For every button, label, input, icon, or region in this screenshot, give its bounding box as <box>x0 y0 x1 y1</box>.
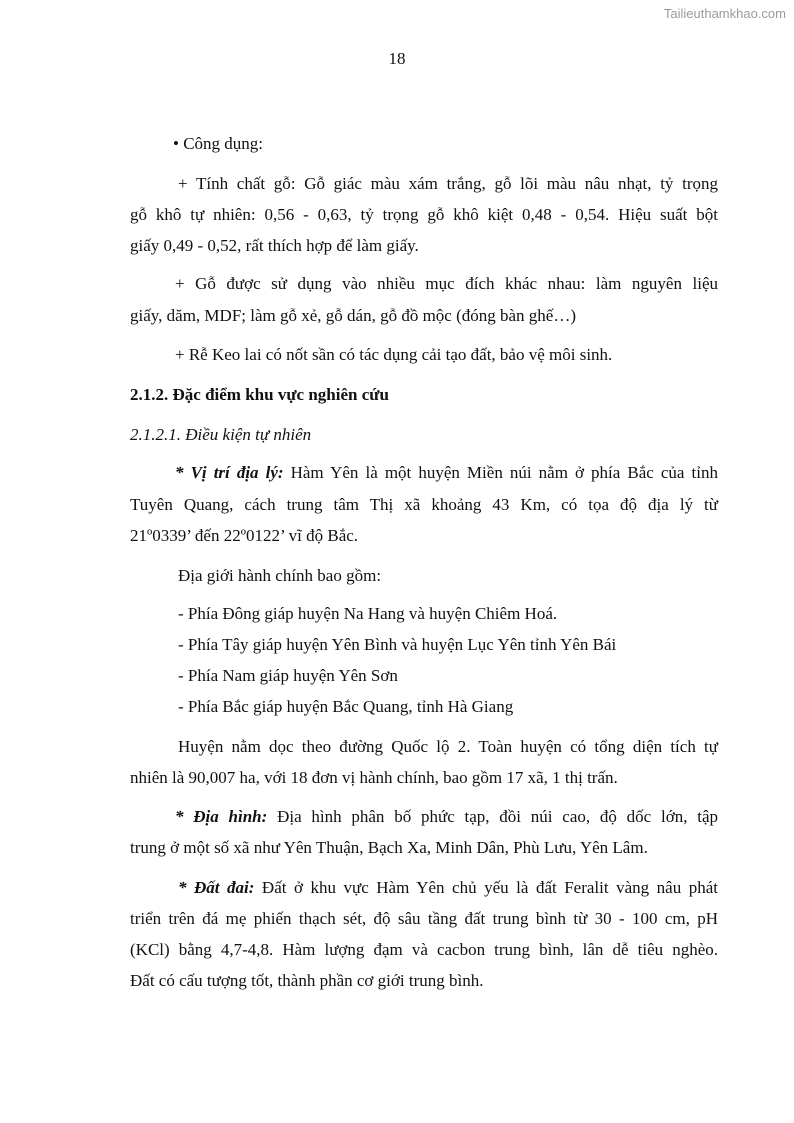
dat-dai-line-2: triển trên đá mẹ phiến thạch sét, độ sâu tầng đất trung bình từ 30 - 100 cm, pH <box>130 909 718 928</box>
tinh-chat-line-1: + Tính chất gỗ: Gỗ giác màu xám trắng, gỗ lõi màu nâu nhạt, tỷ trọng <box>178 174 718 193</box>
dia-gioi-tay: - Phía Tây giáp huyện Yên Bình và huyện Lục Yên tỉnh Yên Bái <box>178 635 617 654</box>
dia-hinh-line-2: trung ở một số xã như Yên Thuận, Bạch Xa, Minh Dân, Phù Lưu, Yên Lâm. <box>130 838 648 857</box>
dat-dai-line-3: (KCl) bằng 4,7-4,8. Hàm lượng đạm và cacbon trung bình, lân dễ tiêu nghèo. <box>130 940 718 959</box>
dia-gioi-bac: - Phía Bắc giáp huyện Bắc Quang, tỉnh Hà Giang <box>178 697 514 716</box>
vi-tri-line-2: Tuyên Quang, cách trung tâm Thị xã khoảng 43 Km, có tọa độ địa lý từ <box>130 495 718 514</box>
dat-dai-line-1: * Đất đai: Đất ở khu vực Hàm Yên chủ yếu là đất Feralit vàng nâu phát <box>178 878 718 897</box>
vi-tri-line-3: 21º0339’ đến 22º0122’ vĩ độ Bắc. <box>130 526 359 545</box>
huyen-line-2: nhiên là 90,007 ha, với 18 đơn vị hành chính, bao gồm 17 xã, 1 thị trấn. <box>130 768 618 787</box>
page-number: 18 <box>388 49 406 68</box>
dia-hinh-label: * Địa hình: <box>175 807 268 826</box>
tinh-chat-line-2: gỗ khô tự nhiên: 0,56 - 0,63, tỷ trọng gỗ khô kiệt 0,48 - 0,54. Hiệu suất bột <box>130 205 718 224</box>
cong-dung-heading: • Công dụng: <box>173 134 264 153</box>
re-keo-line: + Rễ Keo lai có nốt sần có tác dụng cải tạo đất, bảo vệ môi sinh. <box>175 345 613 364</box>
section-heading-212: 2.1.2. Đặc điểm khu vực nghiên cứu <box>130 385 389 404</box>
watermark: Tailieuthamkhao.com <box>663 6 786 21</box>
su-dung-line-2: giấy, dăm, MDF; làm gỗ xẻ, gỗ dán, gỗ đồ mộc (đóng bàn ghế…) <box>130 306 577 325</box>
dat-dai-label: * Đất đai: <box>178 878 255 897</box>
vi-tri-label: * Vị trí địa lý: <box>175 463 284 482</box>
vi-tri-line-1: * Vị trí địa lý: Hàm Yên là một huyện Miền núi nằm ở phía Bắc của tỉnh <box>175 463 718 482</box>
section-heading-2121: 2.1.2.1. Điều kiện tự nhiên <box>130 425 312 444</box>
dat-dai-line-4: Đất có cấu tượng tốt, thành phần cơ giới trung bình. <box>130 971 484 990</box>
tinh-chat-line-3: giấy 0,49 - 0,52, rất thích hợp để làm giấy. <box>130 236 419 255</box>
dia-gioi-nam: - Phía Nam giáp huyện Yên Sơn <box>178 666 398 685</box>
su-dung-line-1: + Gỗ được sử dụng vào nhiều mục đích khác nhau: làm nguyên liệu <box>175 274 718 293</box>
dia-gioi-dong: - Phía Đông giáp huyện Na Hang và huyện Chiêm Hoá. <box>178 604 558 623</box>
dia-hinh-line-1: * Địa hình: Địa hình phân bố phức tạp, đồi núi cao, độ dốc lớn, tập <box>175 807 719 826</box>
dia-gioi-intro: Địa giới hành chính bao gồm: <box>178 566 382 585</box>
huyen-line-1: Huyện nằm dọc theo đường Quốc lộ 2. Toàn huyện có tổng diện tích tự <box>178 737 718 756</box>
